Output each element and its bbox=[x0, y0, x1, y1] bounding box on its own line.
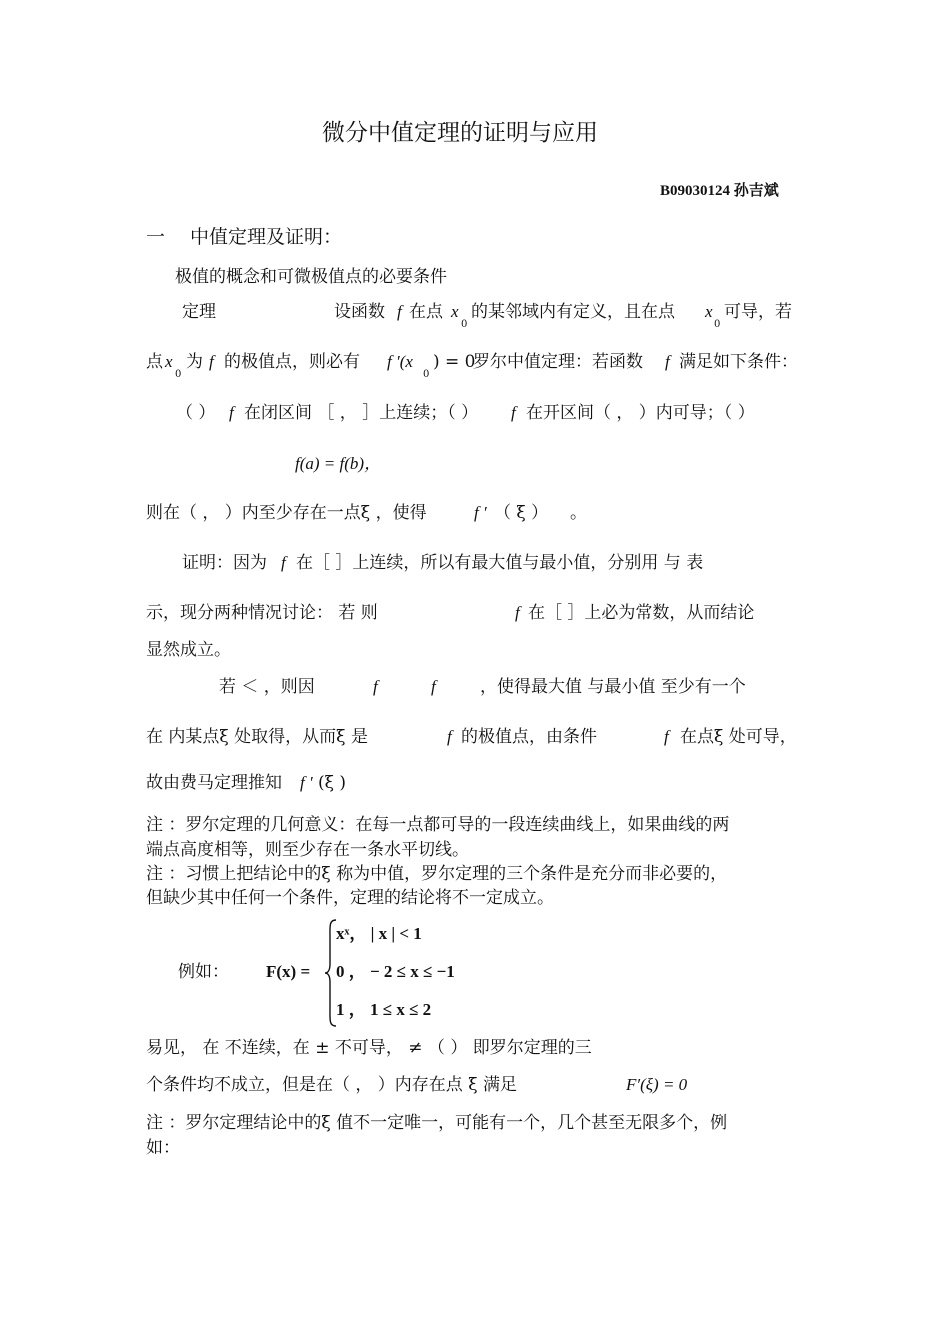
section-number: 一 bbox=[146, 226, 166, 248]
page-title: 微分中值定理的证明与应用 bbox=[322, 120, 598, 146]
text: （ ξ ） bbox=[494, 503, 549, 523]
text: 易见， 在 不连续，在 ± 不可导， ≠ （ ） 即罗尔定理的三 bbox=[146, 1038, 592, 1058]
text: 则在（ ， ）内至少存在一点ξ ，使得 bbox=[146, 503, 427, 523]
note-3-line-1: 注 ：罗尔定理结论中的ξ 值不一定唯一，可能有一个，几个甚至无限多个，例 bbox=[146, 1113, 728, 1133]
math-f: f bbox=[515, 603, 520, 622]
text: 若 ＜ ，则因 bbox=[219, 677, 315, 697]
text: 在［ ］上连续，所以有最大值与最小值，分别用 与 表 bbox=[296, 553, 704, 573]
text: （ ） bbox=[176, 403, 216, 423]
text: 在点 bbox=[409, 302, 443, 322]
text: 罗尔中值定理：若函数 bbox=[473, 352, 643, 372]
note-2-line-2: 但缺少其中任何一个条件，定理的结论将不一定成立。 bbox=[146, 888, 554, 908]
note-1-line-1: 注 ：罗尔定理的几何意义：在每一点都可导的一段连续曲线上，如果曲线的两 bbox=[146, 815, 730, 835]
text: 在［ ］上必为常数，从而结论 bbox=[528, 603, 755, 623]
text: 故由费马定理推知 bbox=[146, 773, 282, 793]
math-f: f bbox=[281, 553, 286, 572]
note-3-line-2: 如： bbox=[146, 1138, 180, 1158]
math-condition: f(a) = f(b)， bbox=[295, 454, 382, 473]
piecewise-case-3: 1 ， 1 ≤ x ≤ 2 bbox=[336, 1000, 432, 1019]
text: 的极值点，则必有 bbox=[224, 352, 360, 372]
text: 证明：因为 bbox=[182, 553, 267, 573]
math-f: f bbox=[511, 403, 516, 422]
math-derivative: f ′ bbox=[474, 503, 487, 522]
math-condition: F′(ξ) = 0 bbox=[626, 1075, 688, 1094]
math-f: f bbox=[373, 677, 378, 696]
text: 示，现分两种情况讨论： 若 则 bbox=[146, 603, 378, 623]
text: ，使得最大值 与最小值 至少有一个 bbox=[480, 677, 746, 697]
text: 在闭区间 ［ ， ］上连续；（ ） bbox=[244, 403, 479, 423]
text: 。 bbox=[570, 503, 587, 523]
text: 为 bbox=[186, 352, 203, 372]
math-derivative: f ′ bbox=[300, 773, 313, 792]
math-x: x bbox=[705, 302, 713, 321]
section-heading: 中值定理及证明： bbox=[190, 226, 343, 248]
math-f: f bbox=[447, 727, 452, 746]
piecewise-case-2: 0 ， − 2 ≤ x ≤ −1 bbox=[336, 962, 455, 981]
math-eq: ) = 0 bbox=[433, 352, 476, 372]
math-sub: 0 bbox=[423, 369, 430, 380]
math-f: f bbox=[665, 352, 670, 371]
math-derivative: f ′(x bbox=[387, 352, 413, 371]
example-label: 例如： bbox=[178, 962, 229, 982]
piecewise-case-1: xˣ， | x | < 1 bbox=[336, 924, 422, 943]
text: 的极值点，由条件 bbox=[461, 727, 597, 747]
piecewise-lhs: F(x) = bbox=[266, 962, 311, 981]
text: 设函数 bbox=[334, 302, 385, 322]
subheading-extremum: 极值的概念和可微极值点的必要条件 bbox=[175, 267, 447, 287]
author-line: B09030124 孙吉斌 bbox=[660, 183, 779, 199]
math-x: x bbox=[165, 352, 173, 371]
text: 的某邻域内有定义，且在点 bbox=[471, 302, 675, 322]
text: 可导，若 bbox=[724, 302, 792, 322]
note-1-line-2: 端点高度相等，则至少存在一条水平切线。 bbox=[146, 840, 469, 860]
text: (ξ ) bbox=[318, 773, 347, 793]
math-f: f bbox=[431, 677, 436, 696]
text: 个条件均不成立，但是在（ ， ）内存在点 ξ 满足 bbox=[146, 1075, 517, 1095]
text: 在点ξ 处可导， bbox=[680, 727, 797, 747]
text: 显然成立。 bbox=[146, 640, 231, 660]
text: 满足如下条件： bbox=[679, 352, 798, 372]
math-f: f bbox=[209, 352, 214, 371]
math-f: f bbox=[229, 403, 234, 422]
math-sub: 0 bbox=[461, 319, 468, 330]
theorem-label: 定理 bbox=[182, 302, 216, 322]
text: 在开区间（ ， ）内可导；（ ） bbox=[526, 403, 755, 423]
math-f: f bbox=[397, 302, 402, 321]
text: 在 内某点ξ 处取得，从而ξ 是 bbox=[146, 727, 368, 747]
math-sub: 0 bbox=[175, 369, 182, 380]
math-f: f bbox=[664, 727, 669, 746]
math-x: x bbox=[451, 302, 459, 321]
math-sub: 0 bbox=[714, 319, 721, 330]
text: 点 bbox=[146, 352, 163, 372]
note-2-line-1: 注 ：习惯上把结论中的ξ 称为中值，罗尔定理的三个条件是充分而非必要的， bbox=[146, 864, 728, 884]
